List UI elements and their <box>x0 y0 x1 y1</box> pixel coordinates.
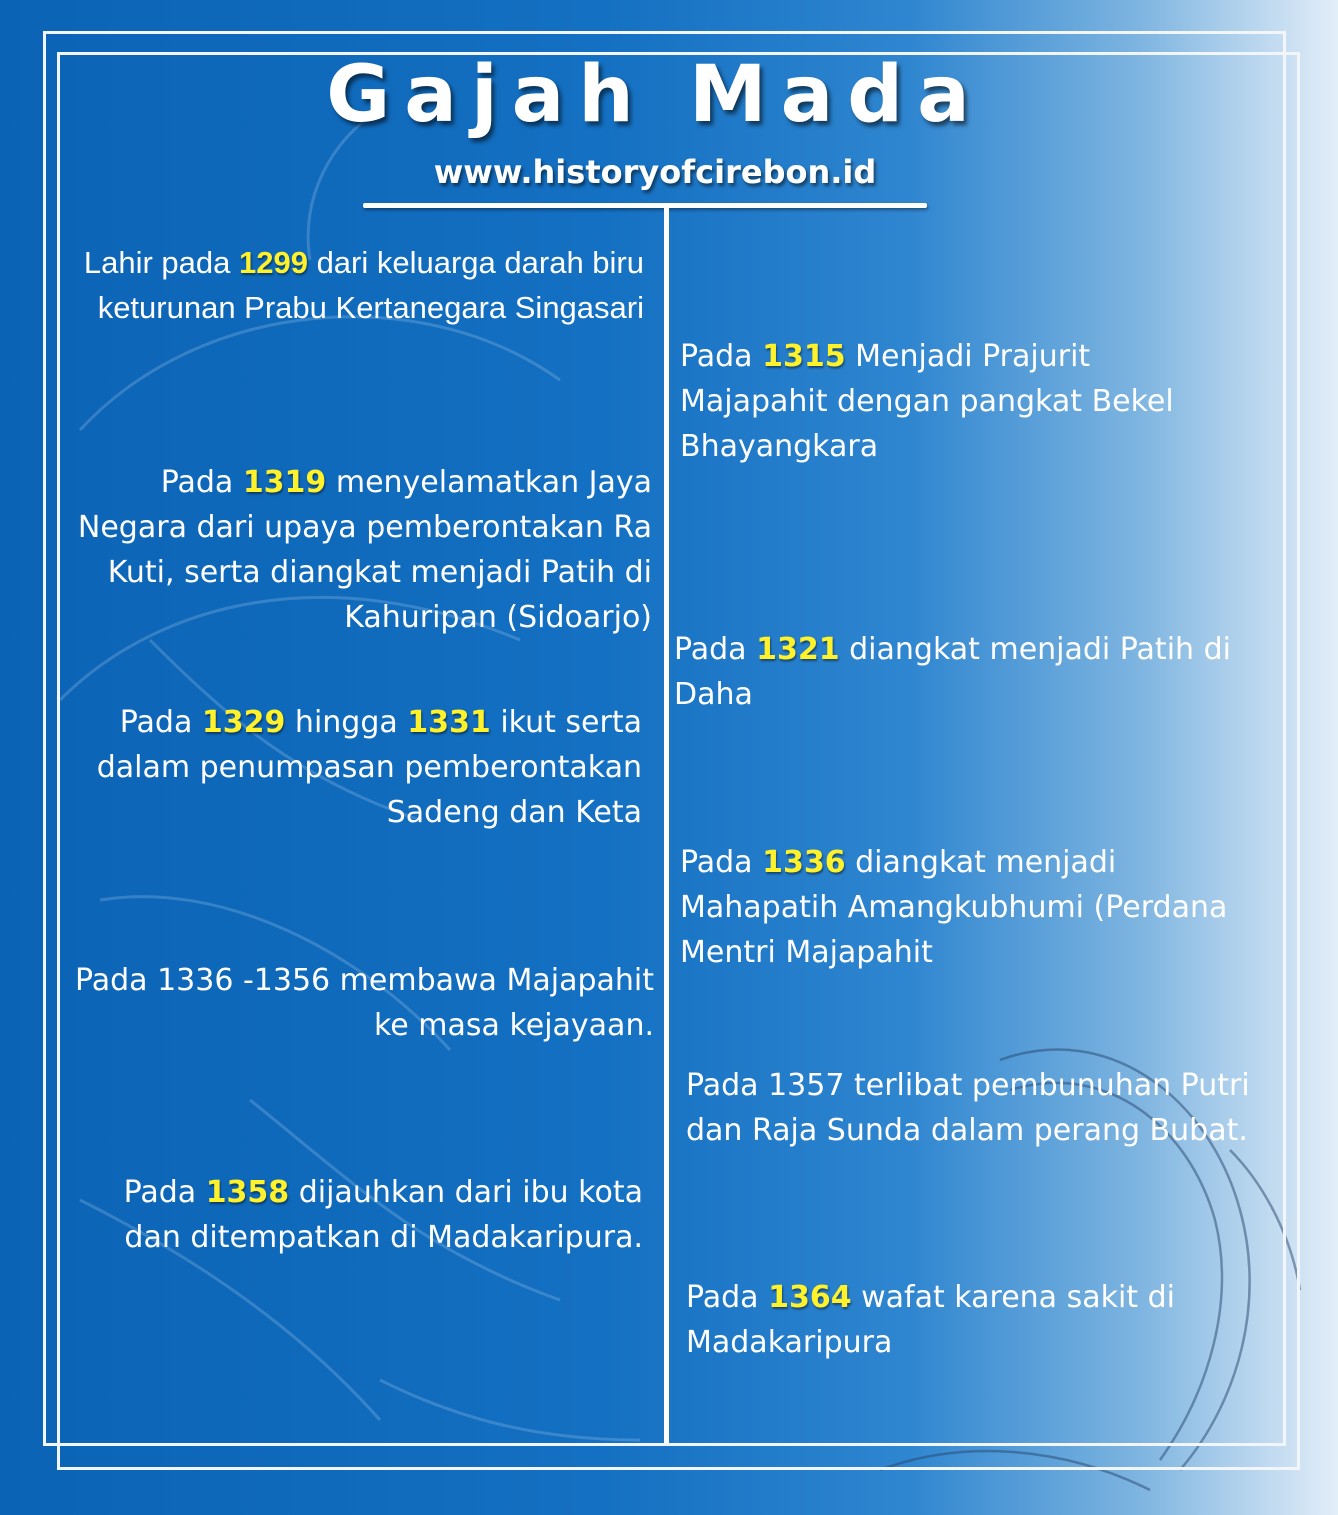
timeline-divider <box>664 208 669 1443</box>
event-year: 1299 <box>238 245 308 280</box>
website-label: www.historyofcirebon.id <box>433 153 877 191</box>
event-year: 1321 <box>756 632 840 667</box>
event-1315 <box>680 334 1225 469</box>
event-text: dijauhkan dari ibu kota dan ditempatkan di Madakaripura. <box>124 1175 643 1255</box>
event-text: ikut serta dalam penumpasan pemberontakan Sadeng dan Keta <box>96 705 642 830</box>
event-text: diangkat menjadi Mahapatih Amangkubhumi (Perdana Mentri Majapahit <box>680 845 1228 970</box>
event-year: 1336 <box>762 845 846 880</box>
page-title: Gajah Mada <box>326 50 984 140</box>
event-text: Lahir pada <box>83 245 239 280</box>
event-text: dari keluarga darah biru keturunan Prabu Kertanegara Singasari <box>97 245 644 325</box>
event-1336 <box>680 840 1252 975</box>
event-1364 <box>686 1275 1231 1365</box>
event-1321 <box>674 627 1246 717</box>
event-text: Pada <box>119 705 202 740</box>
title-underline <box>363 203 927 208</box>
event-year: 1358 <box>205 1175 290 1210</box>
event-text: Pada 1357 terlibat pembunuhan Putri dan Raja Sunda dalam perang Bubat. <box>686 1068 1250 1148</box>
event-1329-1331 <box>78 700 642 835</box>
event-year: 1319 <box>242 465 327 500</box>
event-year-end: 1331 <box>407 705 491 740</box>
event-text: Menjadi Prajurit Majapahit dengan pangkat Bekel Bhayangkara <box>680 339 1174 464</box>
event-text: Pada <box>680 845 763 880</box>
event-text: Pada 1336 -1356 membawa Majapahit ke masa kejayaan. <box>75 963 654 1043</box>
event-text: menyelamatkan Jaya Negara dari upaya pemberontakan Ra Kuti, serta diangkat menjadi Patih di Kahuripan (Sidoarjo) <box>77 465 652 635</box>
event-text: Pada <box>686 1280 769 1315</box>
event-1319 <box>68 460 652 640</box>
event-text: diangkat menjadi Patih di Daha <box>674 632 1231 712</box>
event-text: wafat karena sakit di Madakaripura <box>686 1280 1175 1360</box>
event-1336-1356 <box>64 958 654 1048</box>
event-text: Pada <box>160 465 243 500</box>
event-text: Pada <box>123 1175 206 1210</box>
event-year: 1364 <box>768 1280 852 1315</box>
event-year: 1315 <box>762 339 846 374</box>
event-1357 <box>686 1063 1276 1153</box>
event-text: Pada <box>680 339 763 374</box>
event-text: Pada <box>674 632 757 667</box>
event-year: 1329 <box>201 705 286 740</box>
event-1299 <box>80 240 644 330</box>
event-text: hingga <box>285 705 408 740</box>
event-1358 <box>80 1170 643 1260</box>
